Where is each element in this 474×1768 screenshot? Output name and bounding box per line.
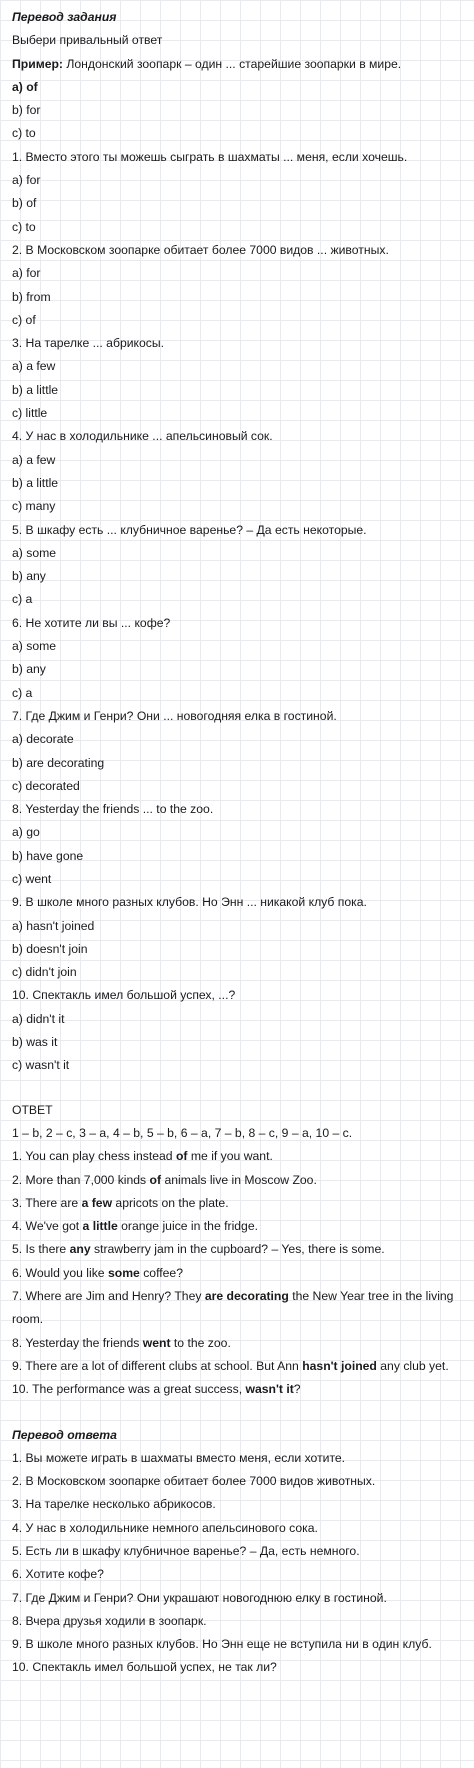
question-text: 2. В Московском зоопарке обитает более 7000 видов ... животных. — [12, 242, 389, 257]
spacer — [12, 1078, 462, 1099]
answer-sentence-after: apricots on the plate. — [112, 1195, 229, 1210]
example-option-a — [12, 76, 462, 99]
answer-sentence-after: me if you want. — [187, 1149, 273, 1164]
answer-option: b) any — [12, 569, 46, 584]
answer-option: c) little — [12, 406, 48, 421]
answer-sentence-after: orange juice in the fridge. — [117, 1219, 258, 1234]
translation-line: 7. Где Джим и Генри? Они украшают новогоднюю елку в гостиной. — [12, 1590, 387, 1605]
answer-sentence-after: animals live in Moscow Zoo. — [161, 1172, 317, 1187]
answer-option: b) have gone — [12, 848, 84, 863]
answer-option: c) a — [12, 592, 33, 607]
translation-section — [12, 1424, 462, 1680]
answer-sentence-before: 4. We've got — [12, 1219, 83, 1234]
example-option-a-text: a) of — [12, 79, 38, 94]
answer-sentence-after: to the zoo. — [170, 1335, 231, 1350]
answer-sentence — [12, 1285, 462, 1332]
answer-sentence — [12, 1238, 462, 1261]
answer-option: c) many — [12, 499, 56, 514]
answer-option: a) for — [12, 173, 41, 188]
answer-sentence-after: strawberry jam in the cupboard? – Yes, there is some. — [90, 1242, 385, 1257]
answer-sentence-before: 7. Where are Jim and Henry? They — [12, 1289, 205, 1304]
translation-list — [12, 1447, 462, 1680]
translation-line: 6. Хотите кофе? — [12, 1567, 104, 1582]
question-text: 6. Не хотите ли вы ... кофе? — [12, 615, 171, 630]
answer-option: c) wasn't it — [12, 1058, 70, 1073]
answer-sentence-before: 1. You can play chess instead — [12, 1149, 176, 1164]
answer-sentence-highlight: are decorating — [204, 1289, 289, 1304]
answer-option: b) a little — [12, 475, 59, 490]
answer-sentence — [12, 1332, 462, 1355]
answer-sentence-highlight: a few — [81, 1195, 113, 1210]
translation-line: 9. В школе много разных клубов. Но Энн еще не вступила ни в один клуб. — [12, 1637, 432, 1652]
answer-option: b) from — [12, 289, 51, 304]
answer-option: a) some — [12, 639, 57, 654]
answer-option: b) a little — [12, 382, 59, 397]
answer-option: c) didn't join — [12, 965, 77, 980]
answer-sentence — [12, 1262, 462, 1285]
answer-sentence-after: ? — [293, 1382, 301, 1397]
answer-sentence-highlight: went — [142, 1335, 171, 1350]
question-text: 8. Yesterday the friends ... to the zoo. — [12, 802, 214, 817]
answer-sentence-before: 8. Yesterday the friends — [12, 1335, 143, 1350]
question-text: 5. В шкафу есть ... клубничное варенье? – Да есть некоторые. — [12, 522, 367, 537]
question-text: 9. В школе много разных клубов. Но Энн ... никакой клуб пока. — [12, 895, 367, 910]
answer-sentence — [12, 1355, 462, 1378]
question-text: 4. У нас в холодильнике ... апельсиновый сок. — [12, 429, 273, 444]
translation-line: 1. Вы можете играть в шахматы вместо меня, если хотите. — [12, 1450, 346, 1465]
answer-sentence-before: 3. There are — [12, 1195, 82, 1210]
example-text: Лондонский зоопарк – один ... старейшие зоопарки в мире. — [63, 56, 402, 71]
answer-option: c) went — [12, 871, 52, 886]
answer-sentence — [12, 1169, 462, 1192]
question-list — [12, 146, 462, 1078]
answer-sentence-highlight: of — [149, 1172, 162, 1187]
answer-sentence-highlight: some — [107, 1265, 140, 1280]
answer-heading: ОТВЕТ — [12, 1102, 53, 1117]
question-text: 3. На тарелке ... абрикосы. — [12, 336, 165, 351]
answer-option: b) was it — [12, 1035, 58, 1050]
translation-line: 8. Вчера друзья ходили в зоопарк. — [12, 1613, 207, 1628]
translation-line: 3. На тарелке несколько абрикосов. — [12, 1497, 216, 1512]
answer-sentence-after: coffee? — [139, 1265, 183, 1280]
spacer — [12, 1402, 462, 1424]
answer-sentence-highlight: of — [175, 1149, 188, 1164]
answer-section — [12, 1099, 462, 1402]
answer-key: 1 – b, 2 – c, 3 – a, 4 – b, 5 – b, 6 – a, 7 – b, 8 – c, 9 – a, 10 – c. — [12, 1125, 353, 1140]
answer-option: c) to — [12, 219, 36, 234]
answer-option: a) for — [12, 266, 41, 281]
translation-heading: Перевод ответа — [12, 1427, 117, 1442]
example-line — [12, 53, 462, 76]
answer-sentence-before: 10. The performance was a great success, — [12, 1382, 246, 1397]
translation-line: 10. Спектакль имел большой успех, не так ли? — [12, 1660, 277, 1675]
answer-sentence-before: 2. More than 7,000 kinds — [12, 1172, 150, 1187]
answer-option: a) hasn't joined — [12, 918, 95, 933]
answer-option: a) go — [12, 825, 40, 840]
example-option-c: c) to — [12, 126, 36, 141]
answer-option: a) a few — [12, 452, 56, 467]
question-text: 1. Вместо этого ты можешь сыграть в шахматы ... меня, если хочешь. — [12, 149, 408, 164]
answer-sentence-highlight: wasn't it — [245, 1382, 294, 1397]
answer-option: a) decorate — [12, 732, 74, 747]
task-heading: Перевод задания — [12, 10, 117, 24]
answer-sentence — [12, 1215, 462, 1238]
answer-option: a) some — [12, 545, 57, 560]
answer-sentence-before: 5. Is there — [12, 1242, 70, 1257]
answer-sentence-after: the New Year tree in the living room. — [12, 1289, 454, 1327]
answer-option: a) a few — [12, 359, 56, 374]
translation-line: 4. У нас в холодильнике немного апельсинового сока. — [12, 1520, 318, 1535]
answer-option: b) are decorating — [12, 755, 105, 770]
question-text: 7. Где Джим и Генри? Они ... новогодняя елка в гостиной. — [12, 708, 337, 723]
answer-sentence — [12, 1145, 462, 1168]
example-label: Пример: — [12, 56, 63, 71]
answer-sentence-before: 9. There are a lot of different clubs at school. But Ann — [12, 1358, 303, 1373]
translation-line: 2. В Московском зоопарке обитает более 7000 видов животных. — [12, 1474, 376, 1489]
task-instruction: Выбери привальный ответ — [12, 33, 163, 48]
answer-option: b) any — [12, 662, 46, 677]
task-section — [12, 6, 462, 1078]
question-text: 10. Спектакль имел большой успех, ...? — [12, 988, 236, 1003]
answer-option: c) of — [12, 312, 36, 327]
answer-option: b) of — [12, 196, 37, 211]
answer-option: a) didn't it — [12, 1011, 65, 1026]
answer-sentence — [12, 1192, 462, 1215]
answer-sentence-before: 6. Would you like — [12, 1265, 108, 1280]
answer-option: c) a — [12, 685, 33, 700]
answer-option: c) decorated — [12, 778, 80, 793]
translation-line: 5. Есть ли в шкафу клубничное варенье? – Да, есть немного. — [12, 1544, 360, 1558]
answer-sentence-highlight: hasn't joined — [302, 1358, 377, 1373]
answer-sentence — [12, 1378, 462, 1401]
answer-sentence-highlight: a little — [82, 1219, 118, 1234]
answer-sentence-highlight: any — [69, 1242, 91, 1257]
answer-sentence-after: any club yet. — [376, 1358, 449, 1373]
answer-sentence-list — [12, 1145, 462, 1401]
answer-option: b) doesn't join — [12, 941, 88, 956]
example-option-b: b) for — [12, 103, 41, 118]
